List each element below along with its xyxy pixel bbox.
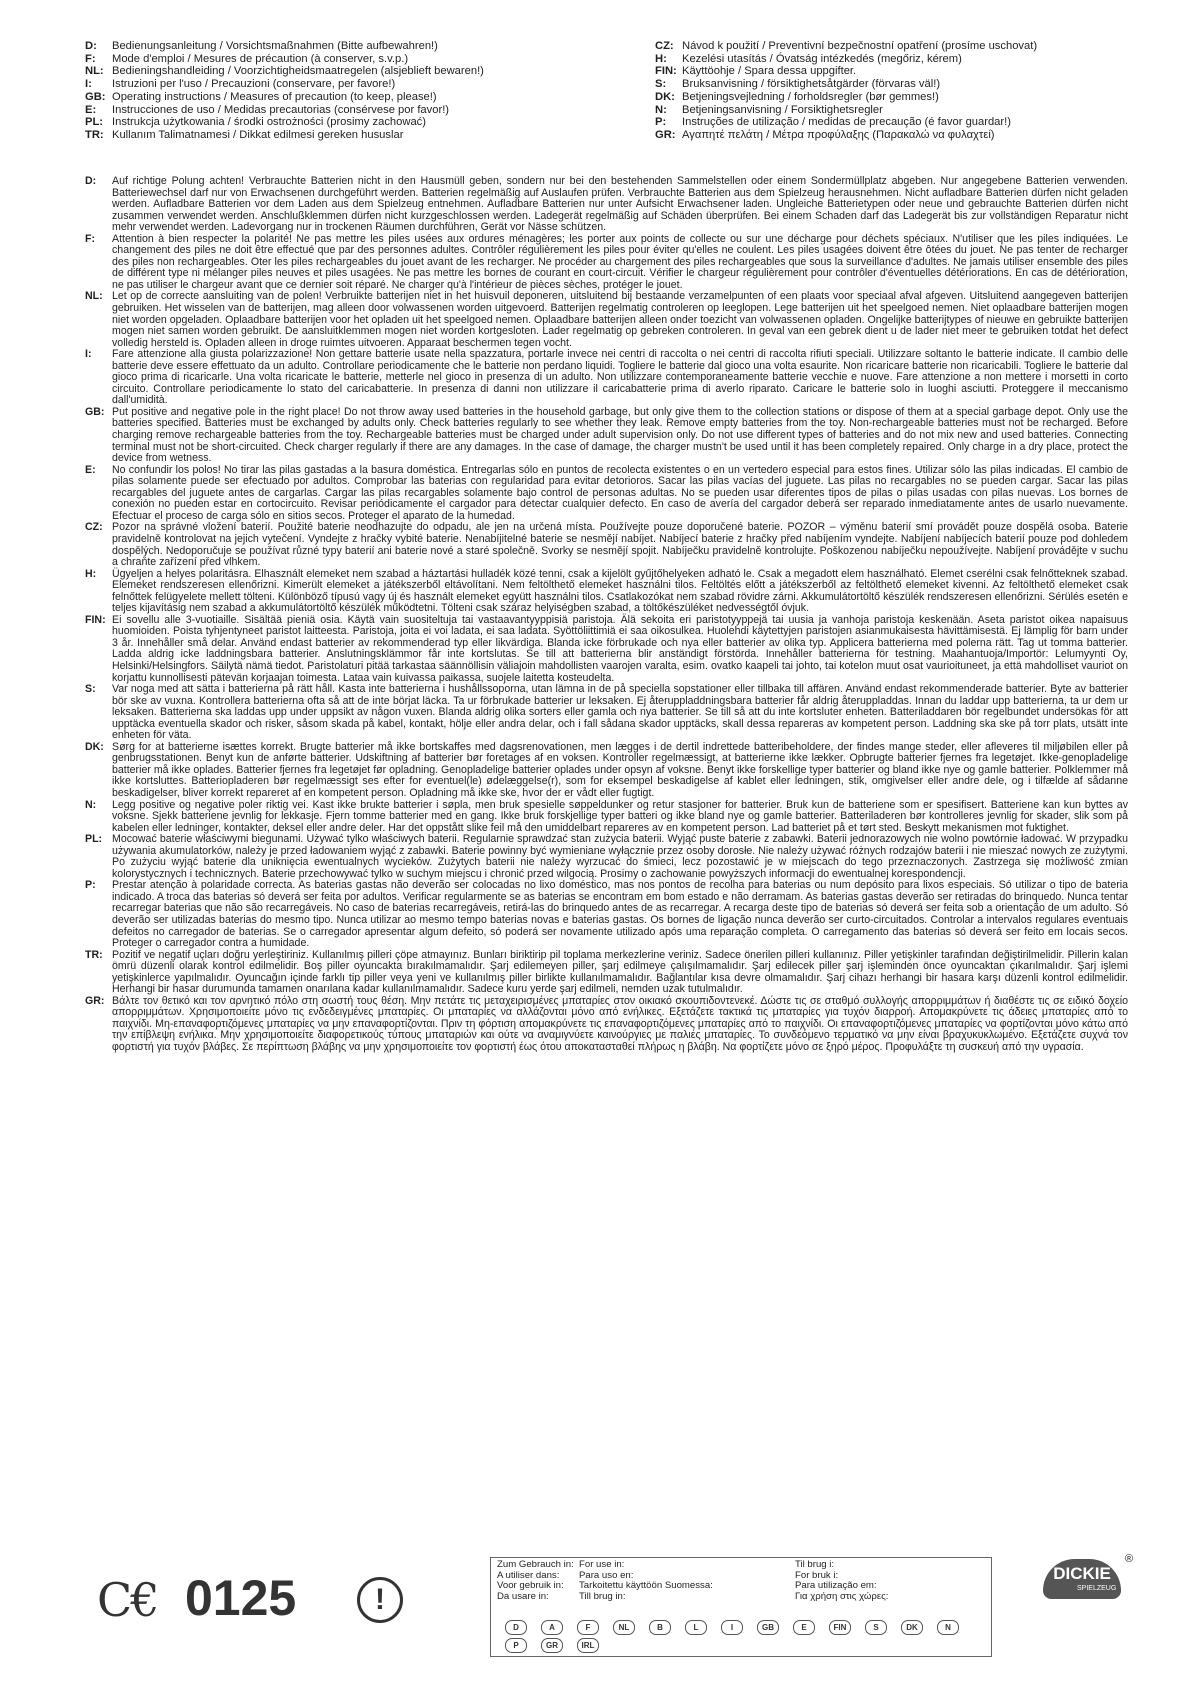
language-code: FIN: bbox=[85, 613, 106, 626]
header-language-row bbox=[655, 129, 1135, 142]
header-title: Betjeningsanvisning / Forsiktighetsregler bbox=[682, 103, 883, 116]
language-section bbox=[85, 349, 1128, 407]
language-code: I: bbox=[85, 348, 92, 361]
header-title: Betjeningsvejledning / forholdsregler (bør gemmes!) bbox=[682, 90, 939, 103]
country-code-chip: B bbox=[649, 1620, 671, 1635]
language-section bbox=[85, 569, 1128, 615]
header-language-row bbox=[85, 65, 484, 78]
section-text: Sørg for at batterierne isættes korrekt. Brugte batterier må ikke bortskaffes med dagsrenovationen, men lægges i de dertil indrettede batteribeholdere, der findes mange steder, eller afleveres til miljøbilen eller på genbrugsstationen. Benyt kun de anførte batterier. Udskiftning af batterier bør foretages af en voksen. Kontroller regelmæssigt, at batterierne ikke lækker. Opbrugte batterier fjernes fra legetøjet. Ikke-genopladelige batterier må ikke oplades. Batterier fjernes fra legetøjet før opladning. Genopladelige batterier oplades under opsyn af voksne. Benyt ikke forskellige typer batterier og bland ikke nye og gamle batterier. Polklemmer må ikke kortsluttes. Batteriopladeren bør regelmæssigt ses efter for eventuel(le) ødelæggelse(r), som for eksempel beskadigelse af kablet eller ledningen, stik, omgivelser eller andre dele, og i tilfælde af sådanne beskadigelser, bliver korrekt repareret af en kompetent person. Opladning må ikke ske, hvor der er vådt eller fugtigt. bbox=[112, 740, 1128, 799]
country-code-chip: P bbox=[505, 1638, 527, 1653]
country-code-chip: N bbox=[937, 1620, 959, 1635]
country-code-chip: I bbox=[721, 1620, 743, 1635]
language-code: E: bbox=[85, 463, 96, 476]
language-code: NL: bbox=[85, 65, 104, 78]
usage-line: Till brug in: bbox=[579, 1590, 626, 1602]
language-section bbox=[85, 291, 1128, 349]
usage-line: Para utilização em: bbox=[795, 1580, 877, 1592]
language-code: F: bbox=[85, 52, 96, 65]
header-title: Käyttöohje / Spara dessa uppgifter. bbox=[682, 65, 857, 78]
country-code-chip: E bbox=[793, 1620, 815, 1635]
language-code: NL: bbox=[85, 290, 103, 303]
usage-line: Voor gebruik in: bbox=[497, 1580, 564, 1592]
language-code: D: bbox=[85, 40, 97, 52]
language-code: GB: bbox=[85, 90, 106, 103]
country-code-chip: A bbox=[541, 1620, 563, 1635]
header-language-row bbox=[655, 104, 1135, 117]
section-text: Pozor na správné vložení baterií. Použité baterie neodhazujte do odpadu, ale jen na určená místa. Používejte pouze doporučené baterie. POZOR – výměnu baterií smí provádět pouze dospělá osoba. Baterie pravidelně kontrolovat na jejich vytečení. Vyndejte z hračky vybité baterie. Nenabíjitelné baterie se nesmějí nabíjet. Nabíjecí baterie z hračky před nabíjením vyndejte. Nabíjení nabíjecích baterií pouze pod dohledem dospělých. Nedoporučuje se používat různé typy baterií ani baterie nové a staré společně. Svorky se nesmějí spojit. Nabíječku pravidelně kontrolujte. Poškozenou nabíječku nepoužívejte. Nabíjení provádějte v suchu a chraňte zařízení před vlhkem. bbox=[112, 521, 1128, 569]
language-code: H: bbox=[85, 567, 97, 580]
header-language-row bbox=[85, 53, 484, 66]
language-code: GB: bbox=[85, 405, 105, 418]
country-code-chip: F bbox=[577, 1620, 599, 1635]
language-code: CZ: bbox=[85, 521, 103, 534]
header-language-row bbox=[655, 53, 1135, 66]
language-section bbox=[85, 996, 1128, 1054]
language-code: PL: bbox=[85, 116, 104, 129]
section-text: Prestar atenção à polaridade correcta. As baterias gastas não deverão ser colocadas no lixo doméstico, mas nos pontos de recolha para baterias ou num depósito para lixos especiais. Só utilizar o tipo de bateria indicado. A troca das baterias só deverá ser feita por adultos. Verificar regularmente se as baterias se encontram em bom estado e não derramam. As baterias gastas deverão ser retiradas do brinquedo. Nunca tentar recarregar baterias que não são recarregáveis. No caso de baterias recarregáveis, retirá-las do brinquedo antes de as recarregar. A recarga deste tipo de baterias só deverá ser feita sob a orientação de um adulto. Só deverão ser utilizadas baterias do mesmo tipo. Nunca utilizar ao mesmo tempo baterias novas e baterias gastas. Os bornes de ligação nunca deverão ser curto-circuitados. Controlar a intervalos regulares eventuais defeitos no carregador de baterias. Se o carregador apresentar algum defeito, só poderá ser novamente utilizado após uma reparação completa. O carregamento das baterias só deverá ser feito em locais secos. Proteger o carregador contra a humidade. bbox=[112, 879, 1128, 950]
language-code: P: bbox=[655, 116, 667, 129]
language-code: PL: bbox=[85, 833, 103, 846]
header-language-row bbox=[85, 129, 484, 142]
language-section bbox=[85, 407, 1128, 465]
section-text: Var noga med att sätta i batterierna på rätt håll. Kasta inte batterierna i hushållssoporna, utan lämna in de på speciella sopstationer eller tillbaka till affären. Använd endast rekommenderade batterier. Byte av batterier bör ske av vuxna. Kontrollera batterierna ofta så att de inte börjat läcka. Ta ur förbrukade batterier ur leksaken. Ej återuppladdningsbara batterier får aldrig återuppladdas. Innan du laddar upp batterierna, ta ur dem ur leksaken. Batterierna ska laddas upp under uppsikt av någon vuxen. Blanda aldrig olika sorters eller gamla och nya batterier. Se till så att du inte kortsluter enheten. Batteriladdaren bör regelbundet undersökas för att upptäcka eventuella skador och risker, såsom skada på kabel, kontakt, hölje eller andra delar, och i fall sådana skador upptäcks, skall dessa repareras av kompetent person. Laddning ska ske på torr plats, utsätt inte enheten för väta. bbox=[112, 683, 1128, 742]
country-code-chip: GR bbox=[541, 1638, 563, 1653]
usage-line: For bruk i: bbox=[795, 1569, 839, 1581]
header-language-row bbox=[85, 91, 484, 104]
header-language-row bbox=[655, 78, 1135, 91]
language-section bbox=[85, 880, 1128, 949]
section-text: Legg positive og negative poler riktig vei. Kast ikke brukte batterier i søpla, men bruk spesielle søppeldunker og retur stasjoner for batterier. Bruk kun de batteriene som er spesifisert. Batteriene kan kun byttes av voksne. Sjekk batteriene jevnlig for lekkasje. Fjern tomme batterier med en gang. Ikke bruk forskjellige typer batteri og ikke bland nye og gamle batterier. Batteriladeren bør kontrolleres jevnlig for skader, slik som på kabelen eller ledninger, kontakter, deksel eller andre deler. Har det oppstått slike feil må den umiddelbart repareres av en kompetent person. Lad batteriet på et tørt sted. Beskytt mekanismen mot fuktighet. bbox=[112, 798, 1128, 834]
header-language-row bbox=[655, 91, 1135, 104]
header-language-row bbox=[85, 116, 484, 129]
dickie-logo bbox=[1025, 1555, 1135, 1625]
header-language-row bbox=[85, 40, 484, 53]
language-code: FIN: bbox=[655, 65, 677, 78]
language-section bbox=[85, 684, 1128, 742]
header-language-row bbox=[85, 78, 484, 91]
section-text: Fare attenzione alla giusta polarizzazione! Non gettare batterie usate nella spazzatura, portarle invece nei centri di raccolta o nei centri di raccolta rifiuti speciali. Utilizzare soltanto le batterie indicate. Il cambio delle batterie deve essere effettuato da un adulto. Controllare periodicamente che le batterie non perdano liquidi. Togliere le batterie dal gioco una volta esaurite. Non ricaricare batterie non ricaricabili. Togliere le batterie dal gioco prima di ricaricarle. Una volta ricaricate le batterie, metterle nel gioco in presenza di un adulto. Non utilizzare contemporaneamente batterie vecchie e nuove. Fare attenzione a non mettere i morsetti in corto circuito. Controllare periodicamente lo stato del caricabatterie. In presenza di danni non utilizzare il caricabatterie prima di averlo riparato. Caricare le batterie solo in luoghi asciutti. Proteggere il meccanismo dall'umidità. bbox=[112, 348, 1128, 407]
language-code: S: bbox=[85, 683, 96, 696]
language-code: D: bbox=[85, 176, 97, 187]
usage-line: Tarkoitettu käyttöön Suomessa: bbox=[579, 1580, 713, 1592]
usage-line: For use in: bbox=[579, 1559, 625, 1570]
usage-line: Til brug i: bbox=[795, 1559, 835, 1570]
header-title: Kullanım Talimatnamesi / Dikkat edilmesi gereken hususlar bbox=[112, 128, 404, 141]
logo-subtitle: SPIELZEUG bbox=[1077, 1585, 1117, 1592]
language-code: P: bbox=[85, 879, 96, 892]
language-code: GR: bbox=[655, 128, 676, 141]
language-header bbox=[85, 40, 1135, 142]
language-section bbox=[85, 234, 1128, 292]
warning-icon: ! bbox=[357, 1577, 403, 1623]
language-code: DK: bbox=[655, 90, 675, 103]
section-text: Auf richtige Polung achten! Verbrauchte Batterien nicht in den Hausmüll geben, sondern nur bei den bestehenden Sammelstellen oder einem Sondermüllplatz abgeben. Nur angegebene Batterien verwenden. Batteriewechsel darf nur von Erwachsenen durchgeführt werden. Batterien regelmäßig auf Auslaufen prüfen. Verbrauchte Batterien aus dem Spielzeug herausnehmen. Nicht aufladbare Batterien dürfen nicht geladen werden. Aufladbare Batterien vor dem Laden aus dem Spielzeug entnehmen. Aufladbare Batterien nur unter Aufsicht Erwachsener laden. Ungleiche Batterietypen oder neue und gebrauchte Batterien dürfen nicht zusammen verwendet werden. Anschlußklemmen dürfen nicht kurzgeschlossen werden. Ladegerät regelmäßig auf Schäden überprüfen. Bei einem Schaden darf das Ladegerät bis zur vollständigen Reparatur nicht mehr verwendet werden. Ladevorgang nur in trockenen Räumen durchführen, Gerät vor Nässe schützen. bbox=[112, 176, 1128, 234]
section-text: Βάλτε τον θετικό και τον αρνητικό πόλο στη σωστή τους θέση. Μην πετάτε τις μεταχειρισμένες μπαταρίες στον οικιακό σκουπιδοντενεκέ. Δώστε τις σε σταθμό συλλογής απορριμμάτων ή διαθέστε τις σε ειδικό δοχείο απορριμμάτων. Χρησιμοποιείτε μόνο τις ενδεδειγμένες μπαταρίες. Οι μπαταρίες να αλλάζονται μόνο από ενήλικες. Εξετάζετε τακτικά τις μπαταρίες για τυχόν διαρροή. Απομακρύνετε τις άδειες μπαταρίες από το παιχνίδι. Μη-επαναφορτιζόμενες μπαταρίες να μην επαναφορτίζονται. Πριν τη φόρτιση απομακρύνετε τις επαναφορτιζόμενες μπαταρίες από το παιχνίδι. Οι επαναφορτιζόμενες μπαταρίες να φορτίζονται μόνο κάτω από την επίβλεψη ενήλικα. Μην χρησιμοποιείτε διαφορετικούς τύπους μπαταριών και ούτε να αναμιγνύετε καινούργιες με παλιές μπαταρίες. Το συνδεόμενο τερματικό να μην είναι βραχυκυκλωμένο. Εξετάζετε συχνά τον φορτιστή για τυχόν βλάβες. Σε περίπτωση βλάβης να μην χρησιμοποιείτε τον φορτιστή έως ότου αποκατασταθεί πλήρως η βλάβη. Να φορτίζετε μόνο σε ξηρό μέρος. Προφυλάξτε τη συσκευή από την υγρασία. bbox=[112, 994, 1128, 1054]
logo-badge: DICKIE bbox=[1043, 1559, 1121, 1599]
header-title: Kezelési utasítás / Óvatság intézkedés (megőriz, kérem) bbox=[682, 52, 962, 65]
header-title: Návod k použití / Preventivní bezpečnostní opatření (prosíme uschovat) bbox=[682, 40, 1038, 52]
country-code-chip: L bbox=[685, 1620, 707, 1635]
language-section bbox=[85, 522, 1128, 568]
language-section bbox=[85, 615, 1128, 684]
header-title: Bedieningshandleiding / Voorzichtigheidsmaatregelen (alsjeblieft bewaren!) bbox=[112, 65, 484, 78]
registered-mark: ® bbox=[1125, 1553, 1134, 1565]
header-right-column bbox=[655, 40, 1135, 142]
language-code: CZ: bbox=[655, 40, 674, 52]
country-code-chip: FIN bbox=[829, 1620, 851, 1635]
language-code: E: bbox=[85, 103, 97, 116]
language-code: TR: bbox=[85, 128, 104, 141]
country-codes bbox=[505, 1620, 985, 1656]
section-text: Ei sovellu alle 3-vuotiaille. Sisältää pieniä osia. Käytä vain suositeltuja tai vastaavantyyppisiä paristoja. Älä sekoita eri paristotyyppejä tai uusia ja vanhoja paristoja keskenään. Aseta paristot oikea napaisuus huomioiden. Poista tyhjentyneet paristot laitteesta. Paristoja, joita ei voi ladata, ei saa ladata. Syöttöliittimiä ei saa oikosulkea. Huolehdi käytettyjen paristojen asianmukaisesta hävittämisestä. Ej lämplig för barn under 3 år. Innehåller små delar. Använd endast batterier av rekommenderad typ eller likvärdiga. Blanda icke förbrukade och nya eller batterier av olika typ. Applicera batterierna med polerna rätt. Tag ut tomma batterier. Ladda aldrig icke laddningsbara batterier. Anslutningsklämmor får inte kortslutas. Se till att batterierna blir anständigt förstörda. Innehåller batterierna för testning. Maahantuoja/Importör: Lelumyynti Oy, Helsinki/Helsingfors. Säilytä nämä tiedot. Paristolaturi pitää tarkastaa säännöllisin väliajoin mahdollisten vaarojen varalta, esim. ovatko kaapeli tai johto, tai kotelon muut osat vaurioituneet, ja että mahdolliset vauriot on korjattu kunnollisesti pätevän korjaajan toimesta. Lataa vain kuivassa paikassa, suojele laitetta kosteudelta. bbox=[112, 613, 1128, 684]
language-section bbox=[85, 465, 1128, 523]
country-code-chip: IRL bbox=[577, 1638, 599, 1653]
header-title: Istruzioni per l'uso / Precauzioni (conservare, per favore!) bbox=[112, 78, 396, 91]
language-section bbox=[85, 800, 1128, 835]
section-text: Ügyeljen a helyes polaritásra. Elhasznált elemeket nem szabad a háztartási hulladék közé tenni, csak a kijelölt gyűjtőhelyeken adható le. Csak a megadott elem használható. Elemet cserélni csak felnőtteknek szabad. Elemeket rendszeresen ellenőrizni. Kimerült elemeket a játékszerből eltávolítani. Nem feltölthető elemeket használni tilos. Feltöltés előtt a játékszerből az feltölthető elemeket kivenni. Az feltölthető elemeket csak felnőttek felügyelete mellett tölteni. Különböző típusú vagy új és használt elemeket együtt használni tilos. Csatlakozókat nem szabad rövidre zárni. Akkumulátortöltő készülék rendszeresen ellenőrizni. Sérülés esetén e teljes kijavításig nem szabad a akkumulátortöltő készülék működtetni. Tölteni csak száraz helyiségben szabad, a töltőkészüléket nedvességtől óvjuk. bbox=[112, 567, 1128, 615]
language-code: S: bbox=[655, 78, 667, 91]
language-code: GR: bbox=[85, 994, 105, 1007]
language-section bbox=[85, 176, 1128, 234]
usage-line: Για χρήση στις χώρες: bbox=[795, 1590, 889, 1602]
header-title: Instruções de utilização / medidas de precaução (é favor guardar!) bbox=[682, 116, 1011, 129]
language-code: F: bbox=[85, 232, 95, 245]
usage-line: Da usare in: bbox=[497, 1590, 549, 1602]
language-code: H: bbox=[655, 52, 667, 65]
country-code-chip: GB bbox=[757, 1620, 779, 1635]
language-section bbox=[85, 950, 1128, 996]
usage-line: Para uso en: bbox=[579, 1569, 634, 1581]
country-code-chip: DK bbox=[901, 1620, 923, 1635]
section-text: Pozitif ve negatif uçları doğru yerleştiriniz. Kullanılmış pilleri çöpe atmayınız. Bunları biriktirip pil toplama merkezlerine veriniz. Sadece önerilen pilleri kullanınız. Piller yetişkinler tarafından değiştirilmelidir. Pillerin kalan ömrü düzenli olarak kontrol edilmelidir. Boş piller oyuncakta bırakılmamalıdır. Şarj edilemeyen piller, şarj edilmeye çalışılmamalıdır. Şarj edilecek piller şarj işleminden önce oyuncaktan çıkarılmalıdır. Şarj işlemi yetişkinlerce yapılmalıdır. Oyuncağın içinde farklı tip piller veya yeni ve kullanılmış piller birlikte kullanılmamalıdır. Bağlantılar kısa devre olmamalıdır. Şarj cihazı herhangi bir hasara karşı düzenli kontrol edilmelidir. Herhangi bir hasar durumunda tamamen onarılana kadar kullanılmamalıdır. Sadece kuru yerde şarj edilmeli, nemden uzak tutulmalıdır. bbox=[112, 948, 1128, 996]
country-code-chip: D bbox=[505, 1620, 527, 1635]
header-title: Αγαπητέ πελάτη / Μέτρα προφύλαξης (Παρακαλώ να φυλαχτεί) bbox=[682, 128, 995, 141]
header-title: Bedienungsanleitung / Vorsichtsmaßnahmen (Bitte aufbewahren!) bbox=[112, 40, 438, 52]
section-text: Attention à bien respecter la polarité! Ne pas mettre les piles usées aux ordures ménagères; les porter aux points de collecte ou sur une décharge pour déchets spéciaux. N'utiliser que les piles indiquées. Le changement des piles ne doit être effectué que par des personnes adultes. Contrôler régulièrement les piles pour éviter qu'elles ne coulent. Les piles usagées doivent être ôtées du jouet. Ne pas tenter de recharger des piles non rechargeables. Oter les piles rechargeables du jouet avant de les recharger. Ne procéder au chargement des piles rechargeables que sous la surveillance d'adultes. Ne jamais utiliser ensemble des piles de différent type ni mélanger piles neuves et piles usagées. Ne pas mettre les bornes de courant en court-circuit. Vérifier le chargeur régulièrement pour contrôler d'éventuelles détériorations. En cas de détérioration, ne pas utiliser le chargeur avant que ce dernier soit réparé. Ne charger qu'à l'intérieur de pièces sèches, protéger le jouet. bbox=[112, 232, 1128, 291]
header-language-row bbox=[85, 104, 484, 117]
language-code: I: bbox=[85, 78, 92, 91]
usage-column-1 bbox=[497, 1560, 579, 1602]
language-section bbox=[85, 742, 1128, 800]
header-left-column bbox=[85, 40, 484, 142]
language-code: DK: bbox=[85, 740, 104, 753]
header-title: Operating instructions / Measures of precaution (to keep, please!) bbox=[112, 90, 437, 103]
footer bbox=[85, 1555, 1135, 1665]
section-text: Mocować baterie właściwymi biegunami. Używać tylko właściwych baterii. Regularnie sprawdzać stan zużycia baterii. Wyjąć puste baterie z zabawki. Baterii jednorazowych nie wolno powtórnie ładować. W przypadku używania akumulatorków, należy je przed ładowaniem wyjąć z zabawki. Baterie powinny być wymieniane wyłącznie przez osoby dorosłe. Nie należy używać różnych rodzajów baterii i nie mieszać nowych ze zużytymi. Po zużyciu wyjąć baterie dla uniknięcia ewentualnych wycieków. Zużytych baterii nie należy wyrzucać do śmieci, lecz pozostawić je w miejscach do tego przeznaczonych. Zastrzega się możliwość zmian kolorystycznych i technicznych. Baterie przechowywać tylko w suchym miejscu i chronić przed wilgocią. Prosimy o zachowanie powyższych informacji do ewentualnej korespondencji. bbox=[112, 833, 1128, 880]
section-text: Let op de correcte aansluiting van de polen! Verbruikte batterijen niet in het huisvuil deponeren, uitsluitend bij bestaande verzamelpunten of een plaats voor speciaal afval afgeven. Uitsluitend aangegeven batterijen gebruiken. Het wisselen van de batterijen, mag alleen door volwassenen worden uitgevoerd. Batterijen regelmatig controleren op leeglopen. Lege batterijen uit het speelgoed nemen. Niet oplaadbare batterijen mogen niet worden opgeladen. Oplaadbare batterijen voor het opladen uit het speelgoed nemen. Oplaadbare batterijen alleen onder toezicht van volwassenen opladen. Ongelijke batterijtypes of nieuwe en gebruikte batterijen mogen niet samen worden gebruikt. De aansluitklemmen mogen niet worden kortgesloten. Lader regelmatig op gebreken controleren. In geval van een gebrek dient u de lader niet meer te gebruiken totdat het defect volledig hersteld is. Opladen alleen in droge ruimtes uitvoeren. Apparaat beschermen tegen vocht. bbox=[112, 290, 1128, 349]
country-usage-box bbox=[490, 1557, 992, 1657]
instructions-body bbox=[85, 176, 1128, 1531]
section-text: No confundir los polos! No tirar las pilas gastadas a la basura doméstica. Entregarlas sólo en puntos de recolecta existentes o en un vertedero especial para estos fines. Utilizar sólo las pilas indicadas. El cambio de pilas solamente puede ser efectuado por adultos. Comprobar las baterias con regularidad para evitar detorioros. Sacar las pilas vacías del juguete. Las pilas no recargables no se pueden cargar. Sacar las pilas recargables del juguete antes de cargarlas. Cargar las pilas recargables solamente bajo control de personas adultas. No se pueden usar diferentes tipos de pilas o pilas usadas con pilas nuevas. Los bornes de conexión no pueden estar en cortocircuito. Revisar periódicamente el cargador para detectar cualquier defecto. En caso de avería del cargador deberá ser reparado inmediatamente antes de usarlo nuevamente. Efectuar el proceso de carga sólo en sitios secos. Proteger el aparato de la humedad. bbox=[112, 463, 1128, 522]
header-title: Mode d'emploi / Mesures de précaution (à conserver, s.v.p.) bbox=[112, 52, 409, 65]
usage-line: A utiliser dans: bbox=[497, 1569, 560, 1581]
ce-mark: C€ bbox=[97, 1573, 158, 1627]
country-code-chip: S bbox=[865, 1620, 887, 1635]
header-language-row bbox=[655, 65, 1135, 78]
header-title: Instrukcja użytkowania / środki ostrożności (prosimy zachować) bbox=[112, 116, 426, 129]
language-code: N: bbox=[655, 103, 667, 116]
usage-column-2 bbox=[579, 1560, 795, 1602]
language-section bbox=[85, 834, 1128, 880]
country-code-chip: NL bbox=[613, 1620, 635, 1635]
header-language-row bbox=[655, 40, 1135, 53]
section-text: Put positive and negative pole in the right place! Do not throw away used batteries in the household garbage, but only give them to the collection stations or dispose of them at a special garbage depot. Only use the batteries specified. Batteries must be exchanged by adults only. Check batteries regularly to see whether they leak. Remove empty batteries from the toy. Non-rechargeable batteries must not be recharged. Before charging remove rechargeable batteries from the toy. Rechargeable batteries must be charged under adult supervision only. Do not use different types of batteries and do not mix new and used batteries. Connecting terminal must not be short-circuited. Check charger regularly if there are any damages. In the case of damage, the charger mustn't be used until it has been completely repaired. Only charge in a dry place, protect the device from wetness. bbox=[112, 405, 1128, 465]
header-language-row bbox=[655, 116, 1135, 129]
header-title: Instrucciones de uso / Medidas precautorias (consérvese por favor!) bbox=[112, 103, 450, 116]
usage-column-3 bbox=[795, 1560, 888, 1602]
language-code: N: bbox=[85, 798, 97, 811]
language-code: TR: bbox=[85, 948, 103, 961]
header-title: Bruksanvisning / försiktighetsåtgärder (förvaras väl!) bbox=[682, 78, 941, 91]
usage-line: Zum Gebrauch in: bbox=[497, 1559, 574, 1570]
notified-body-number: 0125 bbox=[185, 1570, 297, 1626]
